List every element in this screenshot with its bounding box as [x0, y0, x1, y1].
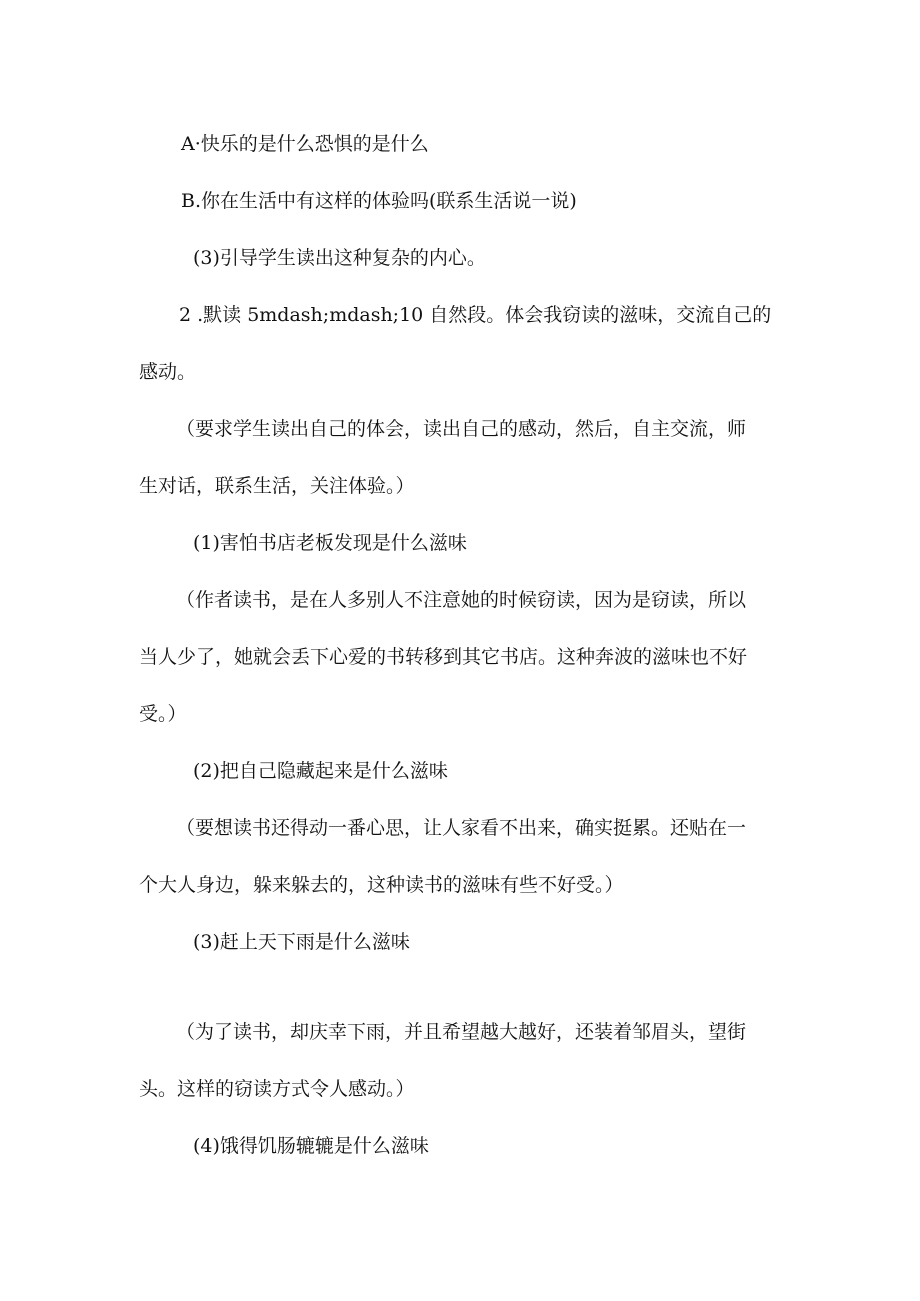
- line-item-2-cont: 感动。: [139, 361, 197, 383]
- line-answer-3: （为了读书，却庆幸下雨，并且希望越大越好，还装着邹眉头，望街: [176, 1021, 747, 1043]
- line-requirement: （要求学生读出自己的体会，读出自己的感动，然后，自主交流，师: [176, 418, 747, 440]
- line-answer-3-cont: 头。这样的窃读方式令人感动。）: [139, 1078, 415, 1100]
- line-question-4: (4)饿得饥肠辘辘是什么滋味: [193, 1135, 429, 1157]
- line-answer-1-end: 受。）: [139, 703, 187, 725]
- line-option-b: B.你在生活中有这样的体验吗(联系生活说一说): [181, 190, 577, 212]
- line-question-3: (3)赶上天下雨是什么滋味: [193, 931, 410, 953]
- line-answer-1-cont: 当人少了，她就会丢下心爱的书转移到其它书店。这种奔波的滋味也不好: [139, 646, 748, 668]
- line-step-3: (3)引导学生读出这种复杂的内心。: [193, 247, 486, 269]
- line-answer-1: （作者读书，是在人多别人不注意她的时候窃读，因为是窃读，所以: [176, 589, 747, 611]
- line-question-1: (1)害怕书店老板发现是什么滋味: [193, 532, 467, 554]
- line-requirement-cont: 生对话，联系生活，关注体验。）: [139, 475, 415, 497]
- line-question-2: (2)把自己隐藏起来是什么滋味: [193, 760, 448, 782]
- line-answer-2: （要想读书还得动一番心思，让人家看不出来，确实挺累。还贴在一: [176, 817, 747, 839]
- line-item-2: 2 .默读 5mdash;mdash;10 自然段。体会我窃读的滋味，交流自己的: [179, 304, 772, 326]
- line-answer-2-cont: 个大人身边，躲来躲去的，这种读书的滋味有些不好受。）: [139, 874, 624, 896]
- line-option-a: A·快乐的是什么恐惧的是什么: [181, 133, 429, 155]
